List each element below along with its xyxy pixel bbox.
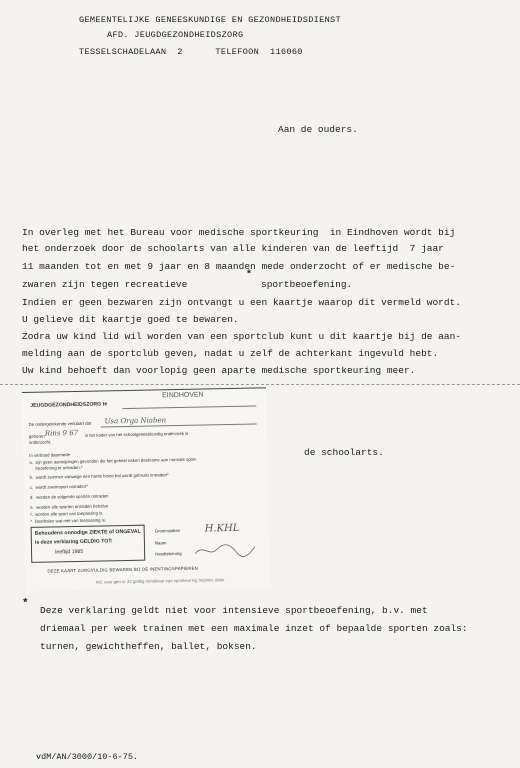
card-name-handwritten: Usa Orga Niaben (104, 416, 167, 426)
body-line-4b: sportbeoefening. (261, 279, 353, 290)
body-line-4: zwaren zijn tegen recreatieve (22, 279, 188, 290)
footnote-asterisk: * (22, 598, 29, 610)
card-item-f: f. worden alle sport van toepassing is. (30, 510, 104, 517)
letterhead-line-3: TESSELSCHADELAAN 2 TELEFOON 116060 (79, 47, 303, 57)
salutation: Aan de ouders. (278, 124, 358, 135)
card-item-a2: beoefening te ontraden.* (29, 464, 83, 471)
health-card (22, 387, 270, 591)
body-line-8: melding aan de sportclub geven, nadat u zelf de achterkant ingevuld hebt. (22, 348, 439, 359)
validity-line-3: leeftijd 1985 (35, 548, 84, 556)
footnote-line-1: Deze verklaring geldt niet voor intensieve sportbeoefening, b.v. met (40, 605, 428, 616)
letterhead-line-1: GEMEENTELIJKE GENEESKUNDIGE EN GEZONDHEIDSDIENST (79, 15, 341, 25)
card-item-b: b. wordt zwemen vanwege een hartie binne bal wordt gebruikt ontraden* (29, 472, 169, 480)
body-line-9: Uw kind behoeft dan voorlopig geen aparte medische sportkeuring meer. (22, 365, 416, 376)
card-item-e: e. worden alle sporten ontraden behalve (30, 503, 109, 510)
footnote-line-3: turnen, gewichtheffen, ballet, boksen. (40, 641, 257, 652)
signature-scribble (193, 541, 257, 560)
card-item-note: * Doorhalen wat niet van toepassing is. (30, 517, 107, 524)
card-born-label: geboren (28, 433, 45, 439)
footnote-line-2: driemaal per week trainen met een maximale inzet of bepaalde sporten zoals: (40, 623, 468, 634)
card-line-d: In verband daarmede (29, 452, 71, 458)
card-title-underline (122, 406, 256, 410)
sign-off: de schoolarts. (304, 447, 384, 458)
sign-label-2: Naam (154, 540, 167, 546)
card-footer-1: DEZE KAART ZORGVULDIG BEWAREN BIJ DE INENTINGSPAPIEREN (47, 565, 199, 574)
card-line-c: onderzocht. (28, 439, 52, 445)
sign-label-1: Groninstalten (154, 527, 181, 534)
card-line-b: is het kader van het schoolgeneeskundig onderzoek is (84, 430, 189, 438)
sign-label-3: Handtekening (155, 550, 182, 557)
body-line-5: Indien er geen bezwaren zijn ontvangt u een kaartje waarop dit vermeld wordt. (22, 297, 461, 308)
card-item-c: c. wordt zwemsport ontraden* (29, 483, 88, 490)
signature-handwritten: H.KHL (204, 522, 240, 535)
card-item-d: d. worden de volgende sporten ontraden (29, 493, 109, 500)
card-line-a: De ondergetekende verklaart dat (28, 420, 92, 427)
body-line-3: 11 maanden tot en met 9 jaar en 8 maanden mede onderzocht of er medische be- (22, 261, 456, 272)
card-title: JEUGDGEZONDHEIDSZORG te (30, 401, 108, 409)
body-line-7: Zodra uw kind lid wil worden van een sportclub kunt u dit kaartje bij de aan- (22, 331, 461, 342)
card-city: EINDHOVEN (162, 391, 204, 400)
validity-line-1: Behoudens onnodige ZIEKTE of ONGEVAL (34, 528, 141, 537)
perforation-line (0, 384, 520, 385)
validity-line-2: is deze verklaring GELDIG TOT: (34, 538, 113, 546)
body-line-1: In overleg met het Bureau voor medische sportkeuring in Eindhoven wordt bij (22, 227, 456, 238)
reference-code: vdM/AN/3000/10-6-75. (36, 752, 139, 762)
card-footer-2: Ind. voor gen nr 22 geldig mindelaar van sportkeuring beginbt; dank (95, 577, 225, 585)
body-line-2: het onderzoek door de schoolarts van alle kinderen van de leeftijd 7 jaar (22, 243, 444, 254)
asterisk-mark: * (246, 270, 253, 281)
letterhead-line-2: AFD. JEUGDGEZONDHEIDSZORG (107, 30, 244, 40)
validity-box (31, 525, 146, 563)
card-born-handwritten: Rins 9 67 (44, 428, 79, 438)
card-item-a: a. zijn geen aanwijzingen gevonden die het geheel naken deelname aan normale sport- (29, 456, 198, 465)
body-line-6: U gelieve dit kaartje goed te bewaren. (22, 314, 239, 325)
